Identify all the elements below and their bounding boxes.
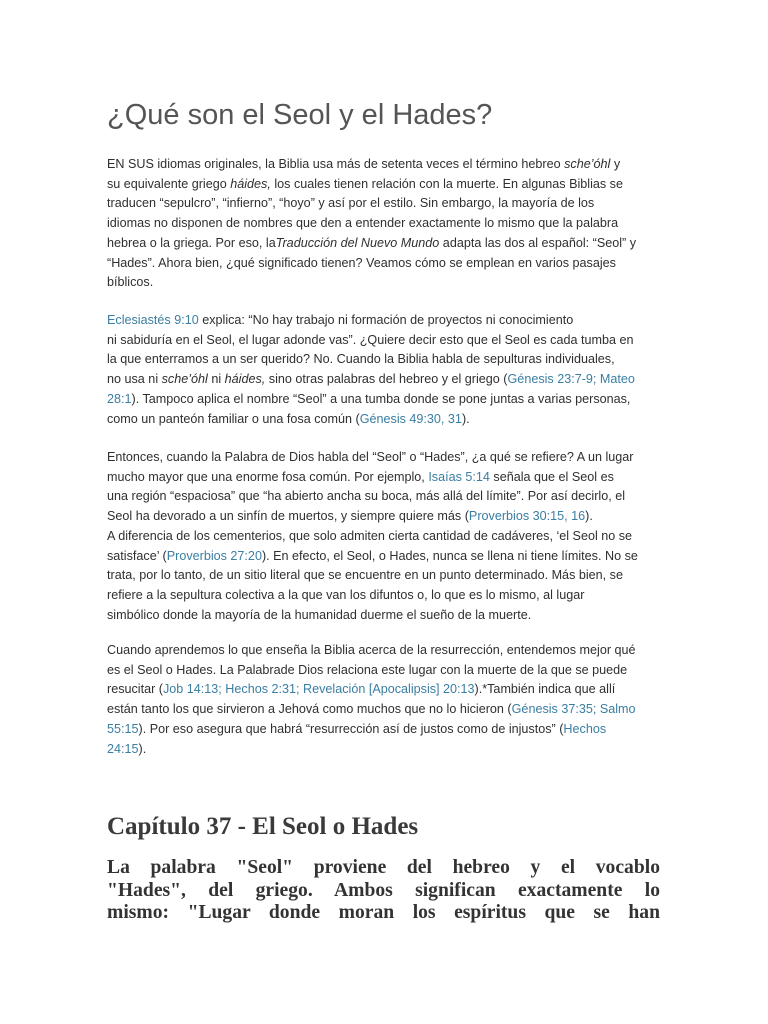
italic-term: háides, (230, 176, 271, 191)
link-salmo-55-15[interactable]: 55:15 (107, 721, 139, 736)
italic-term: sche’óhl (564, 157, 611, 171)
italic-term: háides, (224, 372, 266, 387)
text-line: idiomas no disponen de nombres que den a entender exactamente lo mismo que la palabra (107, 216, 619, 231)
link-job-14-13[interactable]: Job 14:13; (162, 682, 222, 697)
text: hebrea o la griega. Por eso, la (107, 235, 276, 250)
text-line: refiere a la sepultura colectiva a la que van los difuntos o, lo que es lo mismo, al lugar (107, 587, 585, 602)
paragraph-entonces (107, 448, 663, 625)
link-revelacion-20-13[interactable]: Revelación [Apocalipsis] 20:13 (299, 682, 475, 697)
text-line: una región “espaciosa” que “ha abierto ancha su boca, más allá del límite”. Por así decirlo, el (107, 489, 626, 504)
link-isaias-5-14[interactable]: Isaías 5:14 (428, 469, 490, 484)
text: los cuales tienen relación con la muerte. En algunas Biblias se (270, 176, 623, 191)
text: ). En efecto, el Seol, o Hades, nunca se llena ni tiene límites. No se (261, 548, 638, 563)
lead-line: La palabra "Seol" proviene del hebreo y el vocablo (107, 857, 660, 878)
link-proverbios-27[interactable]: Proverbios 27:20 (166, 548, 262, 563)
link-eclesiastes-9-10[interactable]: Eclesiastés 9:10 (107, 313, 199, 327)
text: EN SUS idiomas originales, la Biblia usa más de setenta veces el término hebreo (107, 157, 565, 171)
link-hechos-2-31[interactable]: Hechos 2:31; (221, 682, 300, 697)
lead-line: mismo: "Lugar donde moran los espíritus que se han (107, 902, 660, 923)
text: y (610, 157, 621, 171)
text: ). Tampoco aplica el nombre “Seol” a una tumba donde se pone juntas a varias personas, (131, 391, 631, 406)
text-line: Entonces, cuando la Palabra de Dios habla del “Seol” o “Hades”, ¿a qué se refiere? A un lugar (107, 450, 634, 464)
lead-line: "Hades", del griego. Ambos significan exactamente lo (107, 879, 660, 901)
text-line: traducen “sepulcro”, “infierno”, “hoyo” y así por el estilo. Sin embargo, la mayoría de los (107, 196, 595, 211)
link-salmo[interactable]: Salmo (596, 702, 636, 717)
text: ). Por eso asegura que habrá “resurrección así de justos como de injustos” ( (138, 721, 564, 736)
text: Seol ha devorado a un sinfín de muertos, y siempre quiere más ( (107, 509, 469, 524)
text: ni (207, 372, 225, 387)
text-line: Cuando aprendemos lo que enseña la Biblia acerca de la resurrección, entendemos mejor qué (107, 643, 636, 657)
paragraph-eclesiastes (107, 311, 663, 429)
chapter-heading: Capítulo 37 - El Seol o Hades (107, 813, 419, 840)
text-line: A diferencia de los cementerios, que solo admiten cierta cantidad de cadáveres, ‘el Seol no se (107, 528, 633, 543)
link-hechos-24-15[interactable]: 24:15 (107, 741, 139, 756)
paragraph-intro (107, 155, 663, 293)
text-line: es el Seol o Hades. La Palabrade Dios relaciona este lugar con la muerte de la que se puede (107, 662, 628, 677)
text: adapta las dos al español: “Seol” y (439, 235, 637, 250)
text: no usa ni (107, 372, 162, 387)
text: ). (138, 741, 147, 756)
italic-term: sche’óhl (161, 372, 208, 387)
text: ). (461, 411, 470, 426)
paragraph-resurreccion (107, 641, 663, 759)
text: sino otras palabras del hebreo y el griego ( (265, 372, 508, 387)
link-genesis-23[interactable]: Génesis 23:7-9; (507, 372, 597, 387)
text: explica: “No hay trabajo ni formación de proyectos ni conocimiento (198, 313, 574, 327)
text-line: la que enterramos a un ser querido? No. Cuando la Biblia habla de sepulturas individuales, (107, 352, 615, 367)
link-hechos[interactable]: Hechos (563, 721, 607, 736)
link-mateo-28-1[interactable]: 28:1 (107, 391, 132, 406)
text-line: bíblicos. (107, 275, 154, 290)
italic-title: Traducción del Nuevo Mundo (275, 235, 440, 250)
text: ). (585, 509, 593, 524)
text-line: ni sabiduría en el Seol, el lugar adonde vas”. ¿Quiere decir esto que el Seol es cada tumba en (107, 332, 634, 347)
text: señala que el Seol es (489, 469, 614, 484)
text: están tanto los que sirvieron a Jehová como muchos que no lo hicieron ( (107, 702, 512, 717)
text-line: “Hades”. Ahora bien, ¿qué significado tienen? Veamos cómo se emplean en varios pasajes (107, 255, 616, 270)
link-proverbios-30[interactable]: Proverbios 30:15, 16 (468, 509, 586, 524)
text: satisface’ ( (107, 548, 167, 563)
text: su equivalente griego (107, 176, 231, 191)
lead-paragraph (107, 857, 660, 925)
text: ).*También indica que allí (474, 682, 616, 697)
text-line: trata, por lo tanto, de un sitio literal que se encuentre en un punto determinado. Más bien, se (107, 568, 623, 583)
text-line: simbólico donde la mayoría de la humanidad duerme el sueño de la muerte. (107, 607, 532, 622)
page-title: ¿Qué son el Seol y el Hades? (107, 99, 493, 131)
text: mucho mayor que una enorme fosa común. Por ejemplo, (107, 469, 429, 484)
text: resucitar ( (107, 682, 163, 697)
link-genesis-37-35[interactable]: Génesis 37:35; (511, 702, 597, 717)
link-mateo[interactable]: Mateo (596, 372, 635, 387)
link-genesis-49[interactable]: Génesis 49:30, 31 (359, 411, 462, 426)
text: como un panteón familiar o una fosa común ( (107, 411, 360, 426)
